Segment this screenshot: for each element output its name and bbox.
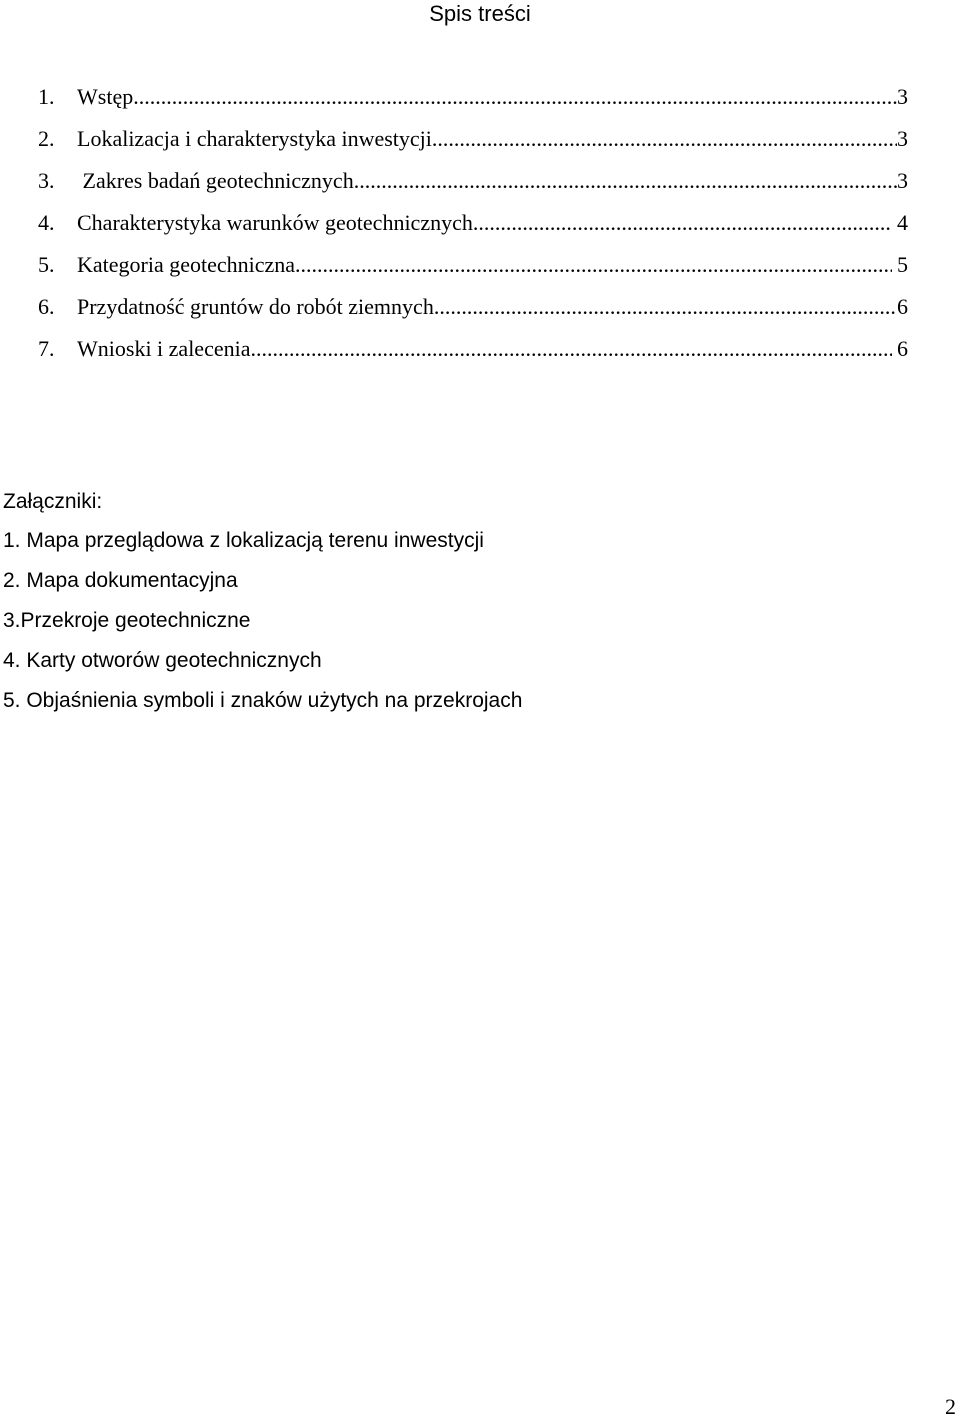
toc-entry <box>38 168 908 210</box>
toc-entry-title: Lokalizacja i charakterystyka inwestycji <box>77 126 432 151</box>
toc-entry-title: Wnioski i zalecenia <box>77 336 251 361</box>
toc-entry-number: 2. <box>38 126 55 151</box>
toc-leader-dots <box>250 336 891 362</box>
toc-entry-title: Zakres badań geotechnicznych <box>77 168 354 193</box>
toc-leader-dots <box>354 168 897 194</box>
toc-entry-number: 6. <box>38 294 55 319</box>
toc-entry-number: 7. <box>38 336 55 361</box>
toc-leader-dots <box>473 210 892 236</box>
toc-entry-number: 5. <box>38 252 55 277</box>
toc-entry <box>38 210 908 252</box>
toc-entry-number: 1. <box>38 84 55 109</box>
toc-entry-title: Charakterystyka warunków geotechnicznych <box>77 210 473 235</box>
toc-entry <box>38 84 908 126</box>
toc-entry-page: 6 <box>891 336 908 361</box>
toc-leader-dots <box>295 252 891 278</box>
toc-entry <box>38 252 908 294</box>
table-of-contents <box>38 84 908 378</box>
toc-entry-page: 4 <box>891 210 908 235</box>
toc-entry <box>38 294 908 336</box>
toc-leader-dots <box>133 84 897 110</box>
toc-entry <box>38 126 908 168</box>
toc-entry <box>38 336 908 378</box>
toc-entry-title: Kategoria geotechniczna <box>77 252 296 277</box>
attachments-list <box>3 526 522 726</box>
toc-entry-title: Wstęp <box>77 84 134 109</box>
toc-entry-page: 3 <box>897 168 908 193</box>
attachment-item: 3.Przekroje geotechniczne <box>3 609 251 632</box>
toc-entry-number: 3. <box>38 168 55 193</box>
toc-entry-page: 3 <box>897 84 908 109</box>
toc-leader-dots <box>432 126 897 152</box>
attachment-item: 2. Mapa dokumentacyjna <box>3 569 238 592</box>
attachments-heading: Załączniki: <box>3 490 103 513</box>
page-title: Spis treści <box>429 1 531 26</box>
toc-entry-title: Przydatność gruntów do robót ziemnych <box>77 294 434 319</box>
attachments-section <box>3 487 522 726</box>
attachment-item: 5. Objaśnienia symboli i znaków użytych na przekrojach <box>3 689 523 712</box>
toc-entry-page: 5 <box>891 252 908 277</box>
attachment-item: 1. Mapa przeglądowa z lokalizacją terenu inwestycji <box>3 529 484 552</box>
page-number: 2 <box>945 1394 956 1419</box>
toc-leader-dots <box>434 294 897 320</box>
toc-entry-page: 3 <box>897 126 908 151</box>
toc-entry-page: 6 <box>897 294 908 319</box>
attachment-item: 4. Karty otworów geotechnicznych <box>3 649 322 672</box>
toc-entry-number: 4. <box>38 210 55 235</box>
